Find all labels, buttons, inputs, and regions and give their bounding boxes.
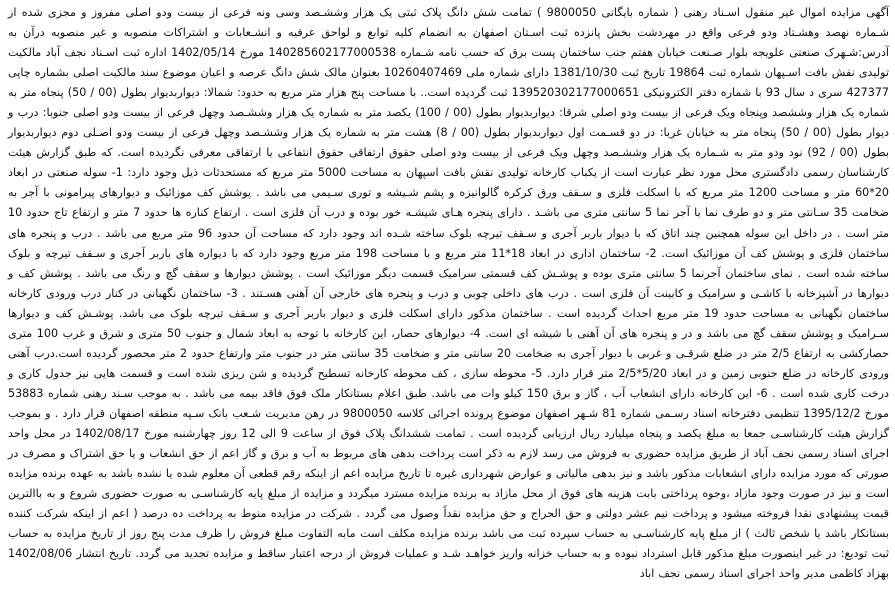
auction-notice-text: آگهی مزایده اموال غیر منقول اسـناد رهنی ( شماره بایگانی 9800050 ) تمامت شش دانگ پلاک ثبتی یک هزار وششـصد وسی ونه فرعی از بیست ودو اصلی مفروز و مجزی شده از شـماره نهصد وهشـتاد ودو فرعی واقع در مهردشت بخش پانزده ثبت اسـتان اصفهان به انضمام کلیه توابع و لواحق عرفیه و انشـعابات و اشتراکات منصوبه و غیر منصوبه درآن به آدرس:شـهرک صنعتی علویجه بلوار صـنعت خیابان هفتم جنب ساختمان پست برق که حسب نامه شـماره 140285602177000538 مورخ 1402/05/14 اداره ثبت اسـناد نجف آباد مالکیت تولیدی نقش بافت اسـپهان شماره ثبت 19864 تاریخ ثبت 1381/10/30 دارای شماره ملی 10260407469 بعنوان مالک شش دانگ عرصه و اعیان موضوع سند مالکیت اصلی بشماره چاپی 427377 سری د سال 93 با شماره دفتر الکترونیکی 139520302177000651 ثبت گردیده است.. با مساحت پنج هزار متر مربع به حدود: شمالا: دیواربدیوار بطول (00 / 50) پنجاه متر به شماره یک هزار وششصد وپنجاه ویک فرعی از بیست ودو اصلی شرقا: دیواربدیوار بطول (00 / 100) یکصد متر به شماره یک هزار وششـصد وچهل فرعی از بیست ودو اصلی جنوبا: درب و دیوار بطول (00 / 50) پنجاه متر به خیابان غربا: در دو قسـمت اول دیواربدیوار بطول (00 / 8) هشت متر به شماره یک هزار وششـصد وچهل فرعی از بیست ودو اصـلی دوم دیواربدیوار بطول (00 / 92) نود ودو متر به شـماره یک هزار وششـصد وچهل ویک فرعی از بیست ودو اصلی حقوق ارتفاقی حقوق انتفاعی یا ارتفاقی معرفی نگردیده است. که طبق گزارش هیئت کارشناسان رسمی دادگستری محل مورد نظر عبارت است از یکباب کارخانه تولیدی نقش بافت اسپهان به مساحت 5000 متر مربع که مستحدثات ذیل وجود دارد: 1- سوله صنعتی در ابعاد 20*60 متر و مساحت 1200 متر مربع که با اسکلت فلزی و سـقف ورق کرکره گالوانیزه و پشم شـیشه و توری سـیمی می باشد . پوشش کف موزائیک و دیوارهای پیرامونی با آجر به ضخامت 35 سـانتی متر و دو طرف نما با آجر نما 5 سانتی متری می باشـد . دارای پنجره هـای شیشـه خور بوده و درب آن فلزی است . ارتفاع کناره ها حدود 7 متر و ارتفاع تاج حدود 10 متر است . در داخل این سوله همچنین چند اتاق که با دیوار باربر آجری و سـقف تیرچه بلوک ساخته شـده اند وجود دارد که مساحت آن حدود 96 متر مربع می باشد . درب و پنجره های ساختمان فلزی و پوشش کف آن موزائیک است. 2- ساختمان اداری در ابعاد 18*11 متر مربع و با مساحت 198 متر مربع وجود دارد که با دیواره های باربر آجری و سـقف تیرچه و بلوک ساخته شده است . نمای ساختمان آجرنما 5 سانتی متری بوده و پوشـش کف قسمتی سرامیک قسمت دیگر موزائیک است . پوشش دیوارها و سقف گچ و رنگ می باشد . پوشش کف و دیوارها در آشپزخانه با کاشـی و سرامیک و کابینت آن فلزی است . درب های داخلی چوبی و درب و پنجره های خارجی آن آهنی هسـتند . 3- ساختمان نگهبانی در کنار درب ورودی کارخانه ساختمان نگهبانی به مساحت حدود 19 متر مربع احداث گردیده است . ساختمان مذکور دارای اسکلت فلزی و دیوار باربر آجری و سـقف تیرچه بلوک می باشد. پوشـش کف و دیوارها سـرامیک و پوشش سقف گچ می باشد و در و پنجره های آن آهنی با شیشه ای است. 4- دیوارهای حصار، این کارخانه با توجه به ابعاد شمال و جنوب 50 متری و شرق و غرب 100 متری حصارکشی به ارتفاع 2/5 متر در ضلع شرقـی و غربی با دیوار آجری به ضخامت 20 سانتی متر و ضخامت 35 سانتی متر در جنوب متر وارتفاع حدود 2 متر محصور گردیده است.درب آهنی ورودی کارخانه در ضلع جنوبی زمین و در ابعاد 5/20*2/5 متر قرار دارد. 5- محوطه سازی ، کف محوطه کارخانه تسطیح گردیده و شن ریزی شده است و قسمت هایی نیز جدول کاری و درخت کاری شده است . 6- این کارخانه دارای انشعاب آب ، گاز و برق 150 کیلو وات می باشد. طبق اعلام بستانکار ملک فوق فاقد بیمه می باشد . به موجب سـند رهنی شماره 53883 مورخ 1395/12/2 تنظیمی دفترخانه اسناد رسـمی شماره 81 شـهر اصفهان موضوع پرونده اجرائی کلاسه 9800050 در رهن مدیریت شـعب بانک سـپه منطقه اصفهان قرار دارد . و بموجب گزارش هیئت کارشناسـی جمعا به مبلغ یکصد و پنجاه میلیارد ریال ارزیابی گردیده است . تمامت ششدانگ پلاک فوق از ساعت 9 الی 12 روز چهارشنبه مورخ 1402/08/17 در محل واحد اجرای اسناد رسمی نجف آباد از طریق مزایده حضوری به فروش می رسد لازم به ذکر است پرداخت بدهی های مربوط به آب و برق و گاز اعم از حق انشعاب و یا حق اشتراک و مصرف در صورتی که مورد مزایده دارای انشعابات مذکور باشد و نیز بدهی مالیاتی و عوارض شهرداری غیره تا تاریخ مزایده اعم از اینکه رقم قطعی آن معلوم شده یا نشده باشد به عهده برنده مزایده است و نیز در صورت وجود مازاد ،وجوه پرداختی بابت هزینه های فوق از محل مازاد به برنده مزایده مسترد میگردد و مزایده از مبلغ پایه کارشناسـی به صورت حضوری شروع و به باالترین قیمت پیشنهادی نقدا فروخته میشود و پرداخت نیم عشر دولتی و حق الحراج و حق مزایده نقداً وصول می گردد . شرکت در مزایده منوط به پرداخت ده درصد ( اعم از اینکه شرکت کننده بستانکار باشد یا شخص ثالث ) از مبلغ پایه کارشناسـی به حساب سپرده ثبت می باشد برنده مزایده مکلف است مابه التفاوت مبلغ فروش را ظرف مدت پنج روز از تاریخ مزایده به حساب ثبت تودیع: در غیر اینصورت مبلغ مذکور قابل استرداد نبوده و به حساب خزانه واریز خواهـد شـد و عملیات فروش از درجه اعتبار ساقط و مزایده تجدید می گردد. تاریخ انتشار 1402/08/06 بهزاد کاظمی مدیر واحد اجرای اسناد رسمی نجف اباد [8,6,890,581]
